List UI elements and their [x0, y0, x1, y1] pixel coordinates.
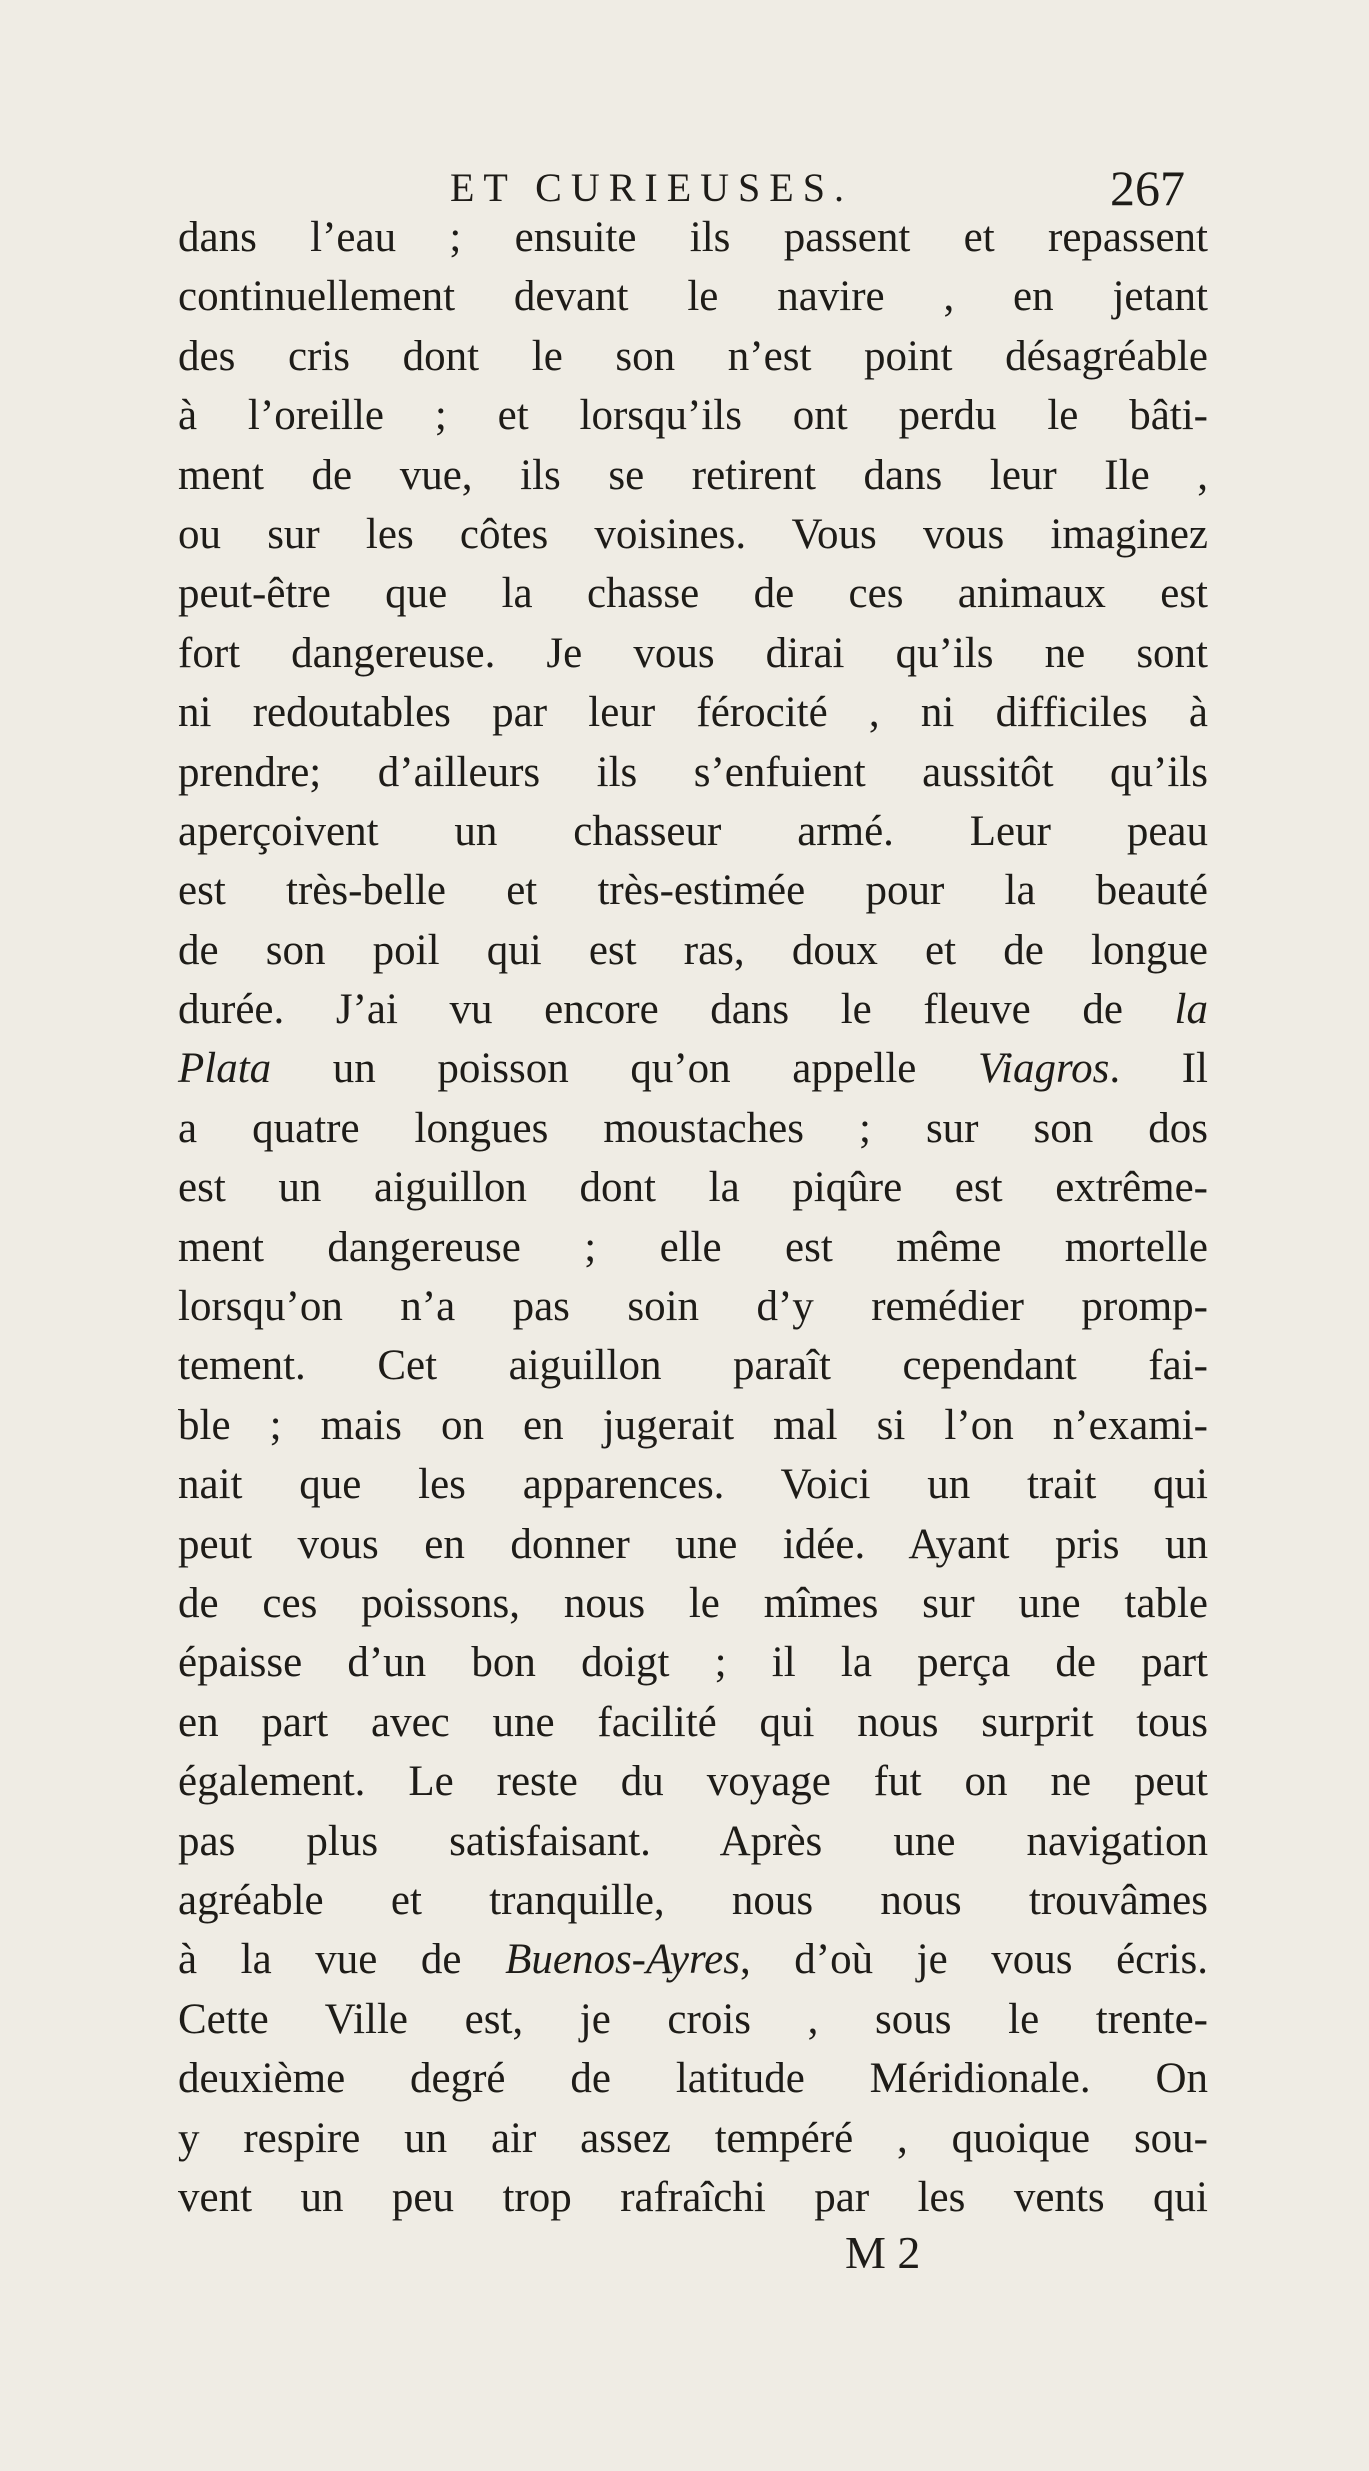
text-line: agréable et tranquille, nous nous trouvâmes	[178, 1876, 1208, 1924]
text-line: également. Le reste du voyage fut on ne peut	[178, 1758, 1208, 1806]
text-line: est un aiguillon dont la piqûre est extrême-	[178, 1164, 1208, 1212]
text-line: ou sur les côtes voisines. Vous vous imaginez	[178, 510, 1208, 558]
text-line: dans l’eau ; ensuite ils passent et repassent	[178, 214, 1208, 261]
text-line: tement. Cet aiguillon paraît cependant fai-	[178, 1342, 1208, 1390]
italic-term: Viagros	[977, 1045, 1110, 1093]
text-line: lorsqu’on n’a pas soin d’y remédier promp-	[178, 1283, 1208, 1331]
text-line: peut-être que la chasse de ces animaux est	[178, 570, 1208, 618]
text-line: pas plus satisfaisant. Après une navigation	[178, 1817, 1208, 1865]
text-line: deuxième degré de latitude Méridionale. On	[178, 2055, 1208, 2103]
text-line: ni redoutables par leur férocité , ni difficiles à	[178, 689, 1208, 737]
text-line: durée. J’ai vu encore dans le fleuve de la	[178, 986, 1208, 1034]
text-line: Cette Ville est, je crois , sous le trente-	[178, 1995, 1208, 2043]
body-text	[178, 208, 1208, 2227]
text-line: à la vue de Buenos-Ayres, d’où je vous écris.	[178, 1936, 1208, 1984]
signature-mark: M 2	[845, 2227, 921, 2278]
text-line: ble ; mais on en jugerait mal si l’on n’exami-	[178, 1401, 1208, 1449]
text-line: ment de vue, ils se retirent dans leur Ile ,	[178, 451, 1208, 499]
text-line: y respire un air assez tempéré , quoique sou-	[178, 2114, 1208, 2162]
text-line: est très-belle et très-estimée pour la beauté	[178, 867, 1208, 915]
text-line: de ces poissons, nous le mîmes sur une table	[178, 1579, 1208, 1627]
text-line: Plata un poisson qu’on appelle Viagros. Il	[178, 1045, 1208, 1093]
text-line: vent un peu trop rafraîchi par les vents qui	[178, 2173, 1208, 2221]
text-line: en part avec une facilité qui nous surprit tous	[178, 1698, 1208, 1746]
italic-term: Buenos-Ayres	[505, 1936, 740, 1984]
text-line: continuellement devant le navire , en jetant	[178, 273, 1208, 321]
page-number: 267	[1110, 160, 1185, 216]
text-line: aperçoivent un chasseur armé. Leur peau	[178, 807, 1208, 855]
italic-term: la	[1174, 986, 1208, 1034]
text-line: prendre; d’ailleurs ils s’enfuient aussitôt qu’ils	[178, 748, 1208, 796]
text-line: des cris dont le son n’est point désagréable	[178, 332, 1208, 380]
text-line: peut vous en donner une idée. Ayant pris un	[178, 1520, 1208, 1568]
text-line: a quatre longues moustaches ; sur son dos	[178, 1104, 1208, 1152]
text-line: de son poil qui est ras, doux et de longue	[178, 926, 1208, 974]
running-title: ET CURIEUSES.	[450, 165, 853, 210]
text-line: à l’oreille ; et lorsqu’ils ont perdu le bâti-	[178, 392, 1208, 440]
italic-term: Plata	[178, 1045, 272, 1093]
text-line: nait que les apparences. Voici un trait qui	[178, 1461, 1208, 1509]
text-line: ment dangereuse ; elle est même mortelle	[178, 1223, 1208, 1271]
text-line: épaisse d’un bon doigt ; il la perça de part	[178, 1639, 1208, 1687]
text-line: fort dangereuse. Je vous dirai qu’ils ne sont	[178, 629, 1208, 677]
